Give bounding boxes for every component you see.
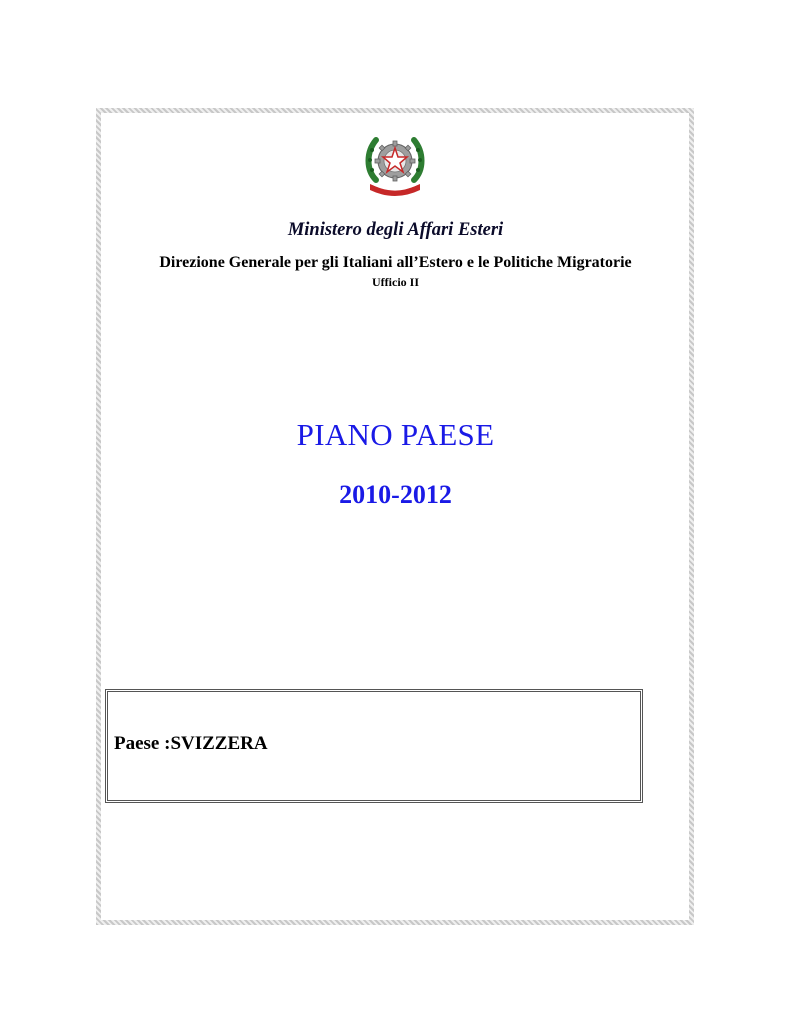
ministry-name: Ministero degli Affari Esteri [287,220,504,240]
document-title: PIANO PAESE [296,417,495,452]
document-years: 2010-2012 [339,480,452,509]
office-name: Ufficio II [372,275,419,289]
italian-republic-emblem-icon [362,130,428,196]
country-label: Paese :SVIZZERA [114,733,268,754]
directorate-name: Direzione Generale per gli Italiani all’Estero e le Politiche Migratorie [159,254,632,271]
